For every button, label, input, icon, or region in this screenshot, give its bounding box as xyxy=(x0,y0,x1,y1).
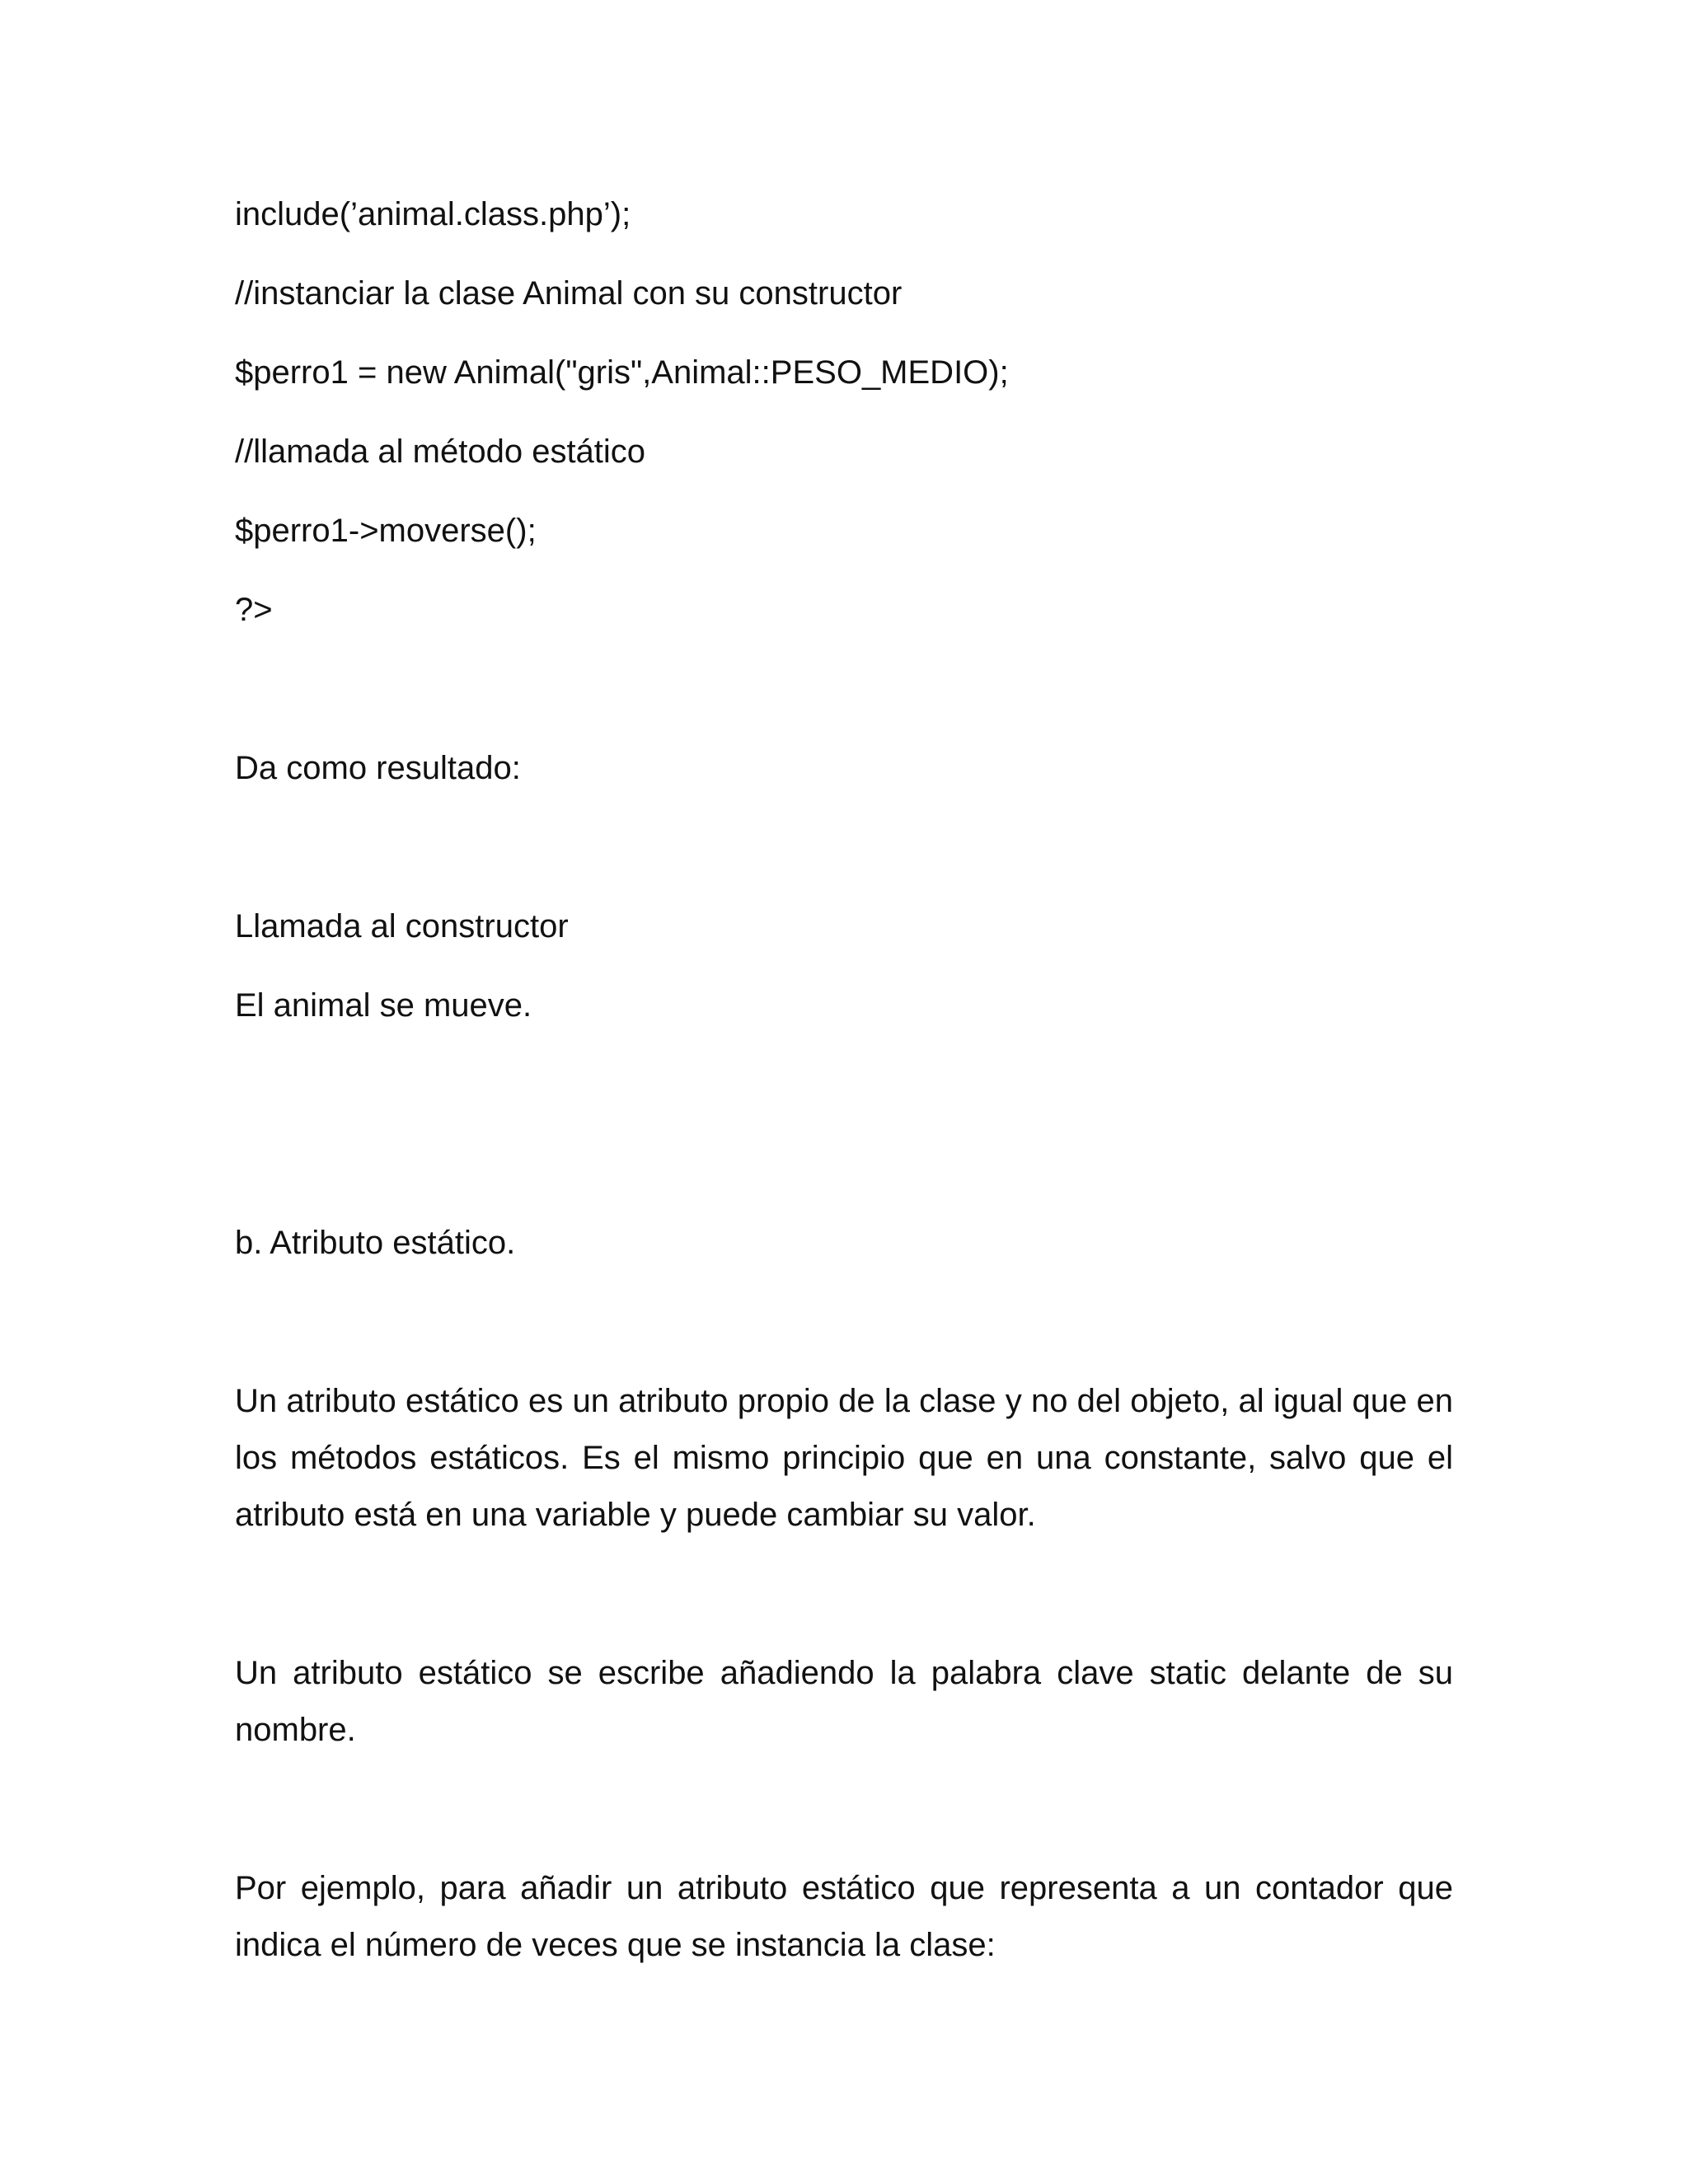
code-line-comment-instanciar: //instanciar la clase Animal con su constructor xyxy=(235,275,903,312)
code-line-include: include(’animal.class.php’); xyxy=(235,196,631,232)
section-heading: b. Atributo estático. xyxy=(235,1225,516,1261)
output-line-moves: El animal se mueve. xyxy=(235,987,532,1024)
code-line-php-close: ?> xyxy=(235,592,273,628)
result-intro: Da como resultado: xyxy=(235,750,521,786)
paragraph-counter-example: Por ejemplo, para añadir un atributo estático que representa a un contador que indica el número de veces que se instancia la clase: xyxy=(235,1870,1453,1963)
code-line-moverse: $perro1->moverse(); xyxy=(235,513,537,549)
code-line-comment-llamada: //llamada al método estático xyxy=(235,434,646,470)
code-line-new-animal: $perro1 = new Animal("gris",Animal::PESO_MEDIO); xyxy=(235,354,1009,391)
paragraph-static-attribute-definition: Un atributo estático es un atributo propio de la clase y no del objeto, al igual que en los métodos estáticos. Es el mismo principio que en una constante, salvo que el atributo está en una variable y puede cambiar su valor. xyxy=(235,1383,1453,1533)
output-line-constructor: Llamada al constructor xyxy=(235,908,569,944)
paragraph-static-keyword: Un atributo estático se escribe añadiendo la palabra clave static delante de su nombre. xyxy=(235,1655,1453,1748)
